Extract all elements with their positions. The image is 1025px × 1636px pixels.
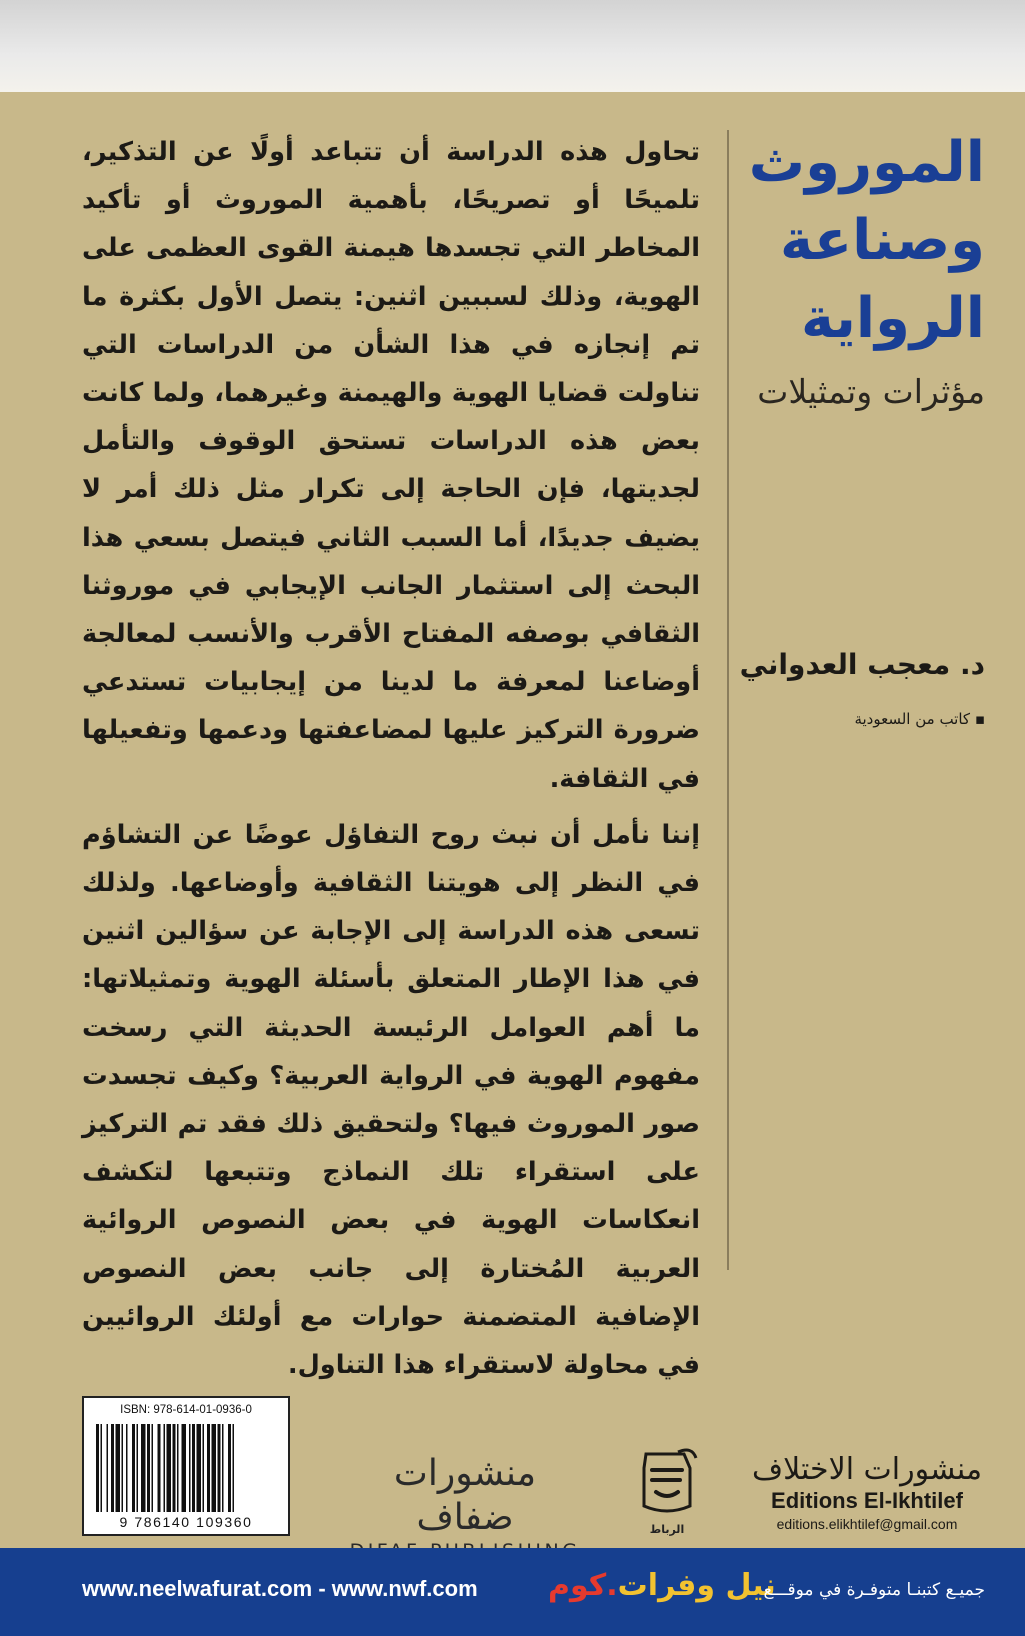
aman-city: الرباط [649,1523,685,1536]
ikhtilef-email: editions.elikhtilef@gmail.com [776,1516,958,1532]
difaf-arabic-name: منشورات ضفاف [393,1453,537,1538]
book-title [735,124,985,358]
neelwafurat-logo [548,1568,776,1603]
availability-note: جميـع كتبنـا متوفـرة في موقـــع [763,1580,985,1600]
blurb-paragraph-1: تحاول هذه الدراسة أن تتباعد أولًا عن التذكير، تلميحًا أو تصريحًا، بأهمية الموروث أو تأكيد المخاطر التي تجسدها هيمنة القوى العظمى على الهوية، وذلك لسببين اثنين: يتصل الأول بكثرة ما تم إنجازه في هذا الشأن من الدراسات التي تناولت قضايا الهوية والهيمنة وغيرهما، ولما كانت بعض هذه الدراسات تستحق الوقوف والتأمل لجديتها، فإن الحاجة إلى تكرار مثل ذلك أمر لا يضيف جديدًا، أما السبب الثاني فيتصل بسعي هذا البحث إلى استثمار الجانب الإيجابي في موروثنا الثقافي بوصفه المفتاح الأقرب والأنسب لمعالجة أوضاعنا لمعرفة ما لدينا من إيجابيات تستدعي ضرورة التركيز عليها لمضاعفتها ودعمها وتفعيلها في الثقافة. [82,137,700,794]
isbn-barcode-box [82,1396,290,1536]
website-urls[interactable]: www.neelwafurat.com - www.nwf.com [82,1576,478,1601]
title-line-2: وصناعة [779,208,985,273]
title-line-1: الموروث [748,130,985,195]
author-name: د. معجب العدواني [739,648,985,681]
publisher-ikhtilef [747,1452,987,1534]
ikhtilef-english-name: Editions El-Ikhtilef [771,1488,963,1513]
publisher-aman [632,1448,702,1536]
blurb-text [82,128,700,1389]
top-background-strip [0,0,1025,92]
book-subtitle: مؤثرات وتمثيلات [757,372,985,411]
ikhtilef-arabic-name: منشورات الاختلاف [751,1452,983,1487]
isbn-label: ISBN: 978-614-01-0936-0 [120,1404,252,1416]
footer-band [0,1548,1025,1636]
neel-logo-main: نيل وفرات [617,1568,776,1603]
barcode-digits: 9 786140 109360 [119,1514,253,1530]
column-divider [727,130,729,1270]
neel-logo-suffix: .كوم [548,1568,618,1603]
author-note: ▪ كاتب من السعودية [854,710,985,728]
blurb-paragraph-2: إننا نأمل أن نبث روح التفاؤل عوضًا عن التشاؤم في النظر إلى هويتنا الثقافية وأوضاعها. ولذلك تسعى هذه الدراسة إلى الإجابة عن سؤالين اثنين في هذا الإطار المتعلق بأسئلة الهوية وتمثيلاتها: ما أهم العوامل الرئيسة الحديثة التي رسخت مفهوم الهوية في الرواية العربية؟ وكيف تجسدت صور الموروث فيها؟ ولتحقيق ذلك فقد تم التركيز على استقراء تلك النماذج وتتبعها لتكشف انعكاسات الهوية في بعض النصوص الروائية العربية المُختارة إلى جانب بعض النصوص الإضافية المتضمنة حوارات مع أولئك الروائيين في محاولة لاستقراء هذا التناول. [82,819,700,1381]
barcode-icon [96,1424,276,1512]
title-line-3: الرواية [800,286,985,351]
dar-al-aman-logo-icon [632,1448,702,1518]
